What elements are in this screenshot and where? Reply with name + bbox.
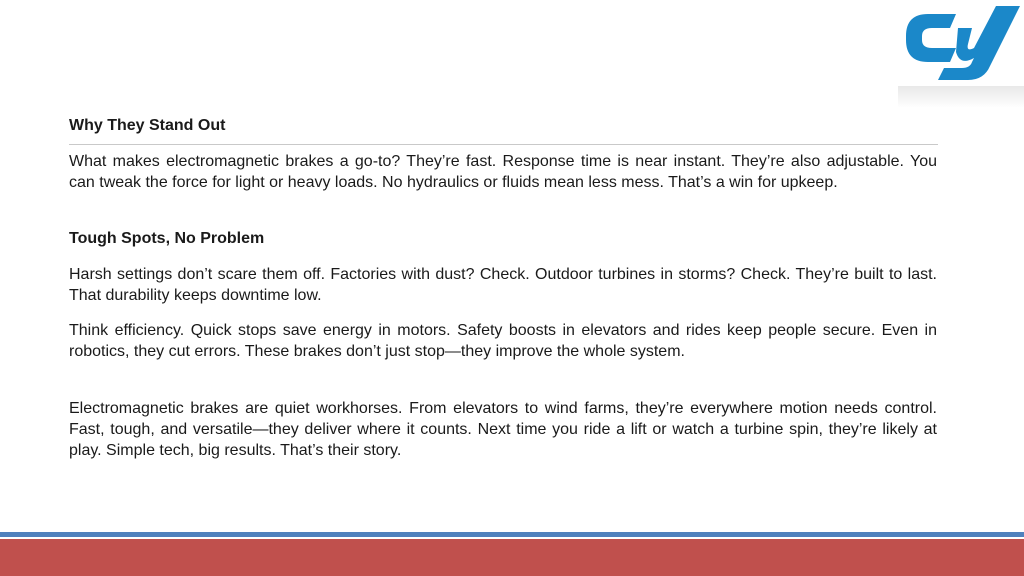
- section-heading: Tough Spots, No Problem: [69, 230, 265, 247]
- footer-band: [0, 539, 1024, 576]
- paragraph: What makes electromagnetic brakes a go-to? They’re fast. Response time is near instant. They’re also adjustable. You can tweak the force for light or heavy loads. No hydraulics or fluids mean less mess. That’s a win for upkeep.: [69, 153, 937, 191]
- section-heading: Why They Stand Out: [69, 117, 226, 134]
- paragraph: Harsh settings don’t scare them off. Factories with dust? Check. Outdoor turbines in storms? Check. They’re built to last. That durability keeps downtime low.: [69, 266, 937, 304]
- paragraph: Electromagnetic brakes are quiet workhorses. From elevators to wind farms, they’re everywhere motion needs control. Fast, tough, and versatile—they deliver where it counts. Next time you ride a lift or watch a turbine spin, they’re likely at play. Simple tech, big results. That’s their story.: [69, 400, 937, 459]
- footer-accent-bar: [0, 532, 1024, 537]
- paragraph: Think efficiency. Quick stops save energy in motors. Safety boosts in elevators and rides keep people secure. Even in robotics, they cut errors. These brakes don’t just stop—they improve the whole system.: [69, 322, 937, 360]
- company-logo: [898, 0, 1024, 108]
- divider: [69, 144, 938, 145]
